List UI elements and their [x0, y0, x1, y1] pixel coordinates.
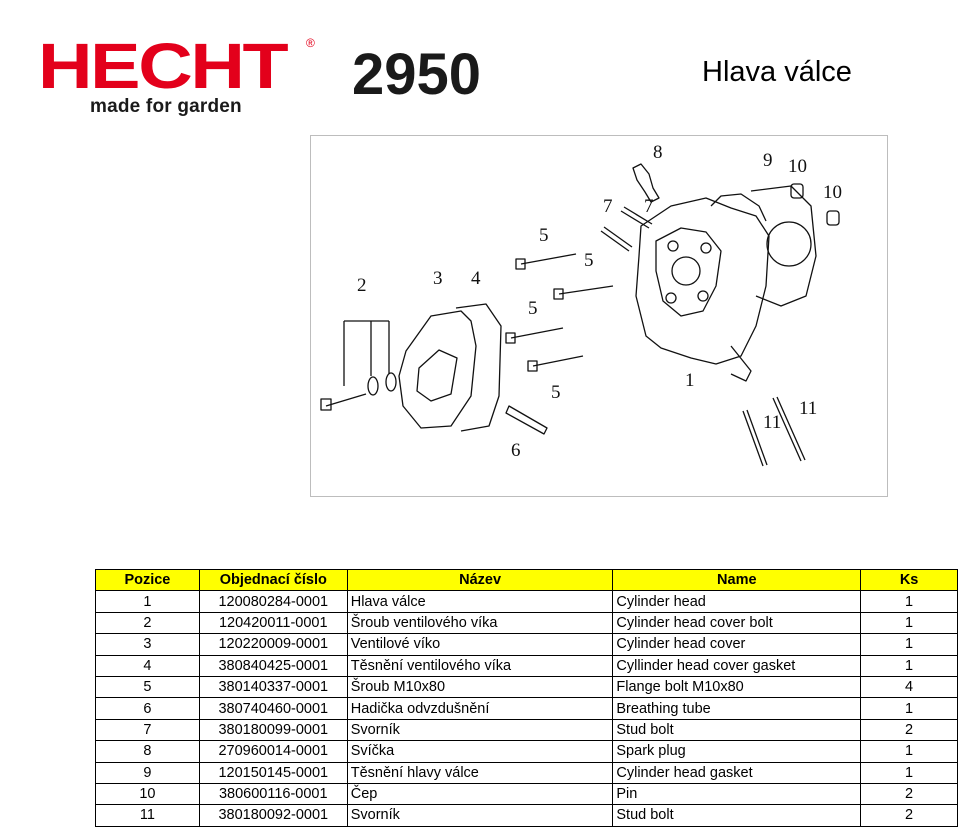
- cell-name-en: Pin: [613, 783, 861, 804]
- cell-order-number: 380180099-0001: [199, 719, 347, 740]
- cell-name-cz: Svorník: [347, 805, 613, 826]
- cell-quantity: 1: [861, 655, 958, 676]
- callout-label: 5: [551, 382, 561, 403]
- cell-name-en: Cyllinder head cover gasket: [613, 655, 861, 676]
- column-header-name-cz: Název: [347, 570, 613, 591]
- cell-position: 1: [96, 591, 200, 612]
- cover-gasket-outline: [456, 304, 501, 431]
- table-header-row: [96, 570, 958, 591]
- cell-order-number: 120080284-0001: [199, 591, 347, 612]
- callout-label: 7: [644, 196, 654, 217]
- callout-label: 3: [433, 268, 443, 289]
- cell-position: 9: [96, 762, 200, 783]
- exploded-parts-diagram: [310, 135, 888, 497]
- callout-label: 5: [539, 225, 549, 246]
- cell-quantity: 2: [861, 805, 958, 826]
- callout-label: 11: [763, 412, 782, 433]
- page-title: Hlava válce: [702, 56, 852, 88]
- brand-logo: [38, 30, 328, 124]
- cell-quantity: 4: [861, 676, 958, 697]
- cell-order-number: 120220009-0001: [199, 634, 347, 655]
- callout-label: 4: [471, 268, 481, 289]
- table-row: [96, 655, 958, 676]
- cell-position: 11: [96, 805, 200, 826]
- cell-name-en: Cylinder head cover bolt: [613, 612, 861, 633]
- table-row: [96, 783, 958, 804]
- brand-wordmark: HECHT: [38, 30, 287, 102]
- cell-name-cz: Šroub ventilového víka: [347, 612, 613, 633]
- cell-order-number: 380180092-0001: [199, 805, 347, 826]
- cell-name-cz: Hlava válce: [347, 591, 613, 612]
- table-row: [96, 634, 958, 655]
- brand-tagline: made for garden: [90, 96, 242, 117]
- callout-label: 7: [603, 196, 613, 217]
- column-header-position: Pozice: [96, 570, 200, 591]
- cell-name-en: Cylinder head: [613, 591, 861, 612]
- cell-name-cz: Ventilové víko: [347, 634, 613, 655]
- cell-order-number: 380140337-0001: [199, 676, 347, 697]
- cell-name-en: Breathing tube: [613, 698, 861, 719]
- cell-position: 3: [96, 634, 200, 655]
- cell-name-cz: Svorník: [347, 719, 613, 740]
- cell-position: 2: [96, 612, 200, 633]
- registered-mark: ®: [306, 36, 315, 50]
- parts-table: [95, 569, 958, 827]
- cell-name-cz: Čep: [347, 783, 613, 804]
- table-row: [96, 591, 958, 612]
- cell-quantity: 1: [861, 591, 958, 612]
- cell-order-number: 380740460-0001: [199, 698, 347, 719]
- cell-order-number: 380600116-0001: [199, 783, 347, 804]
- cell-order-number: 380840425-0001: [199, 655, 347, 676]
- callout-label: 6: [511, 440, 521, 461]
- cell-quantity: 2: [861, 719, 958, 740]
- callout-label: 9: [763, 150, 773, 171]
- callout-label: 10: [788, 156, 807, 177]
- column-header-name-en: Name: [613, 570, 861, 591]
- cell-position: 7: [96, 719, 200, 740]
- callout-label: 5: [584, 250, 594, 271]
- pin-2: [827, 211, 839, 225]
- cell-name-cz: Hadička odvzdušnění: [347, 698, 613, 719]
- cell-name-cz: Těsnění hlavy válce: [347, 762, 613, 783]
- column-header-quantity: Ks: [861, 570, 958, 591]
- cell-order-number: 120420011-0001: [199, 612, 347, 633]
- cell-name-cz: Těsnění ventilového víka: [347, 655, 613, 676]
- cell-name-en: Stud bolt: [613, 805, 861, 826]
- cell-quantity: 1: [861, 698, 958, 719]
- cylinder-head-outline: [636, 198, 769, 364]
- cell-order-number: 270960014-0001: [199, 741, 347, 762]
- table-row: [96, 805, 958, 826]
- cell-name-en: Stud bolt: [613, 719, 861, 740]
- table-row: [96, 719, 958, 740]
- valve-cover-outline: [399, 311, 476, 428]
- cell-quantity: 1: [861, 612, 958, 633]
- callout-label: 8: [653, 142, 663, 163]
- cell-quantity: 1: [861, 741, 958, 762]
- cell-position: 10: [96, 783, 200, 804]
- table-row: [96, 762, 958, 783]
- cell-name-en: Flange bolt M10x80: [613, 676, 861, 697]
- callout-label: 1: [685, 370, 695, 391]
- table-row: [96, 741, 958, 762]
- callout-label: 11: [799, 398, 818, 419]
- breathing-tube-outline: [506, 406, 547, 434]
- table-row: [96, 612, 958, 633]
- cell-quantity: 2: [861, 783, 958, 804]
- cell-position: 4: [96, 655, 200, 676]
- cell-name-en: Cylinder head gasket: [613, 762, 861, 783]
- table-row: [96, 698, 958, 719]
- callout-label: 10: [823, 182, 842, 203]
- cell-name-en: Cylinder head cover: [613, 634, 861, 655]
- head-gasket-outline: [751, 186, 816, 306]
- diagram-drawing: [311, 136, 887, 496]
- callout-label: 5: [528, 298, 538, 319]
- cell-name-cz: Šroub M10x80: [347, 676, 613, 697]
- column-header-order-number: Objednací číslo: [199, 570, 347, 591]
- cell-quantity: 1: [861, 762, 958, 783]
- cell-position: 8: [96, 741, 200, 762]
- callout-label: 2: [357, 275, 367, 296]
- cell-quantity: 1: [861, 634, 958, 655]
- cell-name-en: Spark plug: [613, 741, 861, 762]
- model-number: 2950: [352, 42, 482, 107]
- cell-position: 6: [96, 698, 200, 719]
- cell-order-number: 120150145-0001: [199, 762, 347, 783]
- table-row: [96, 676, 958, 697]
- cell-name-cz: Svíčka: [347, 741, 613, 762]
- cell-position: 5: [96, 676, 200, 697]
